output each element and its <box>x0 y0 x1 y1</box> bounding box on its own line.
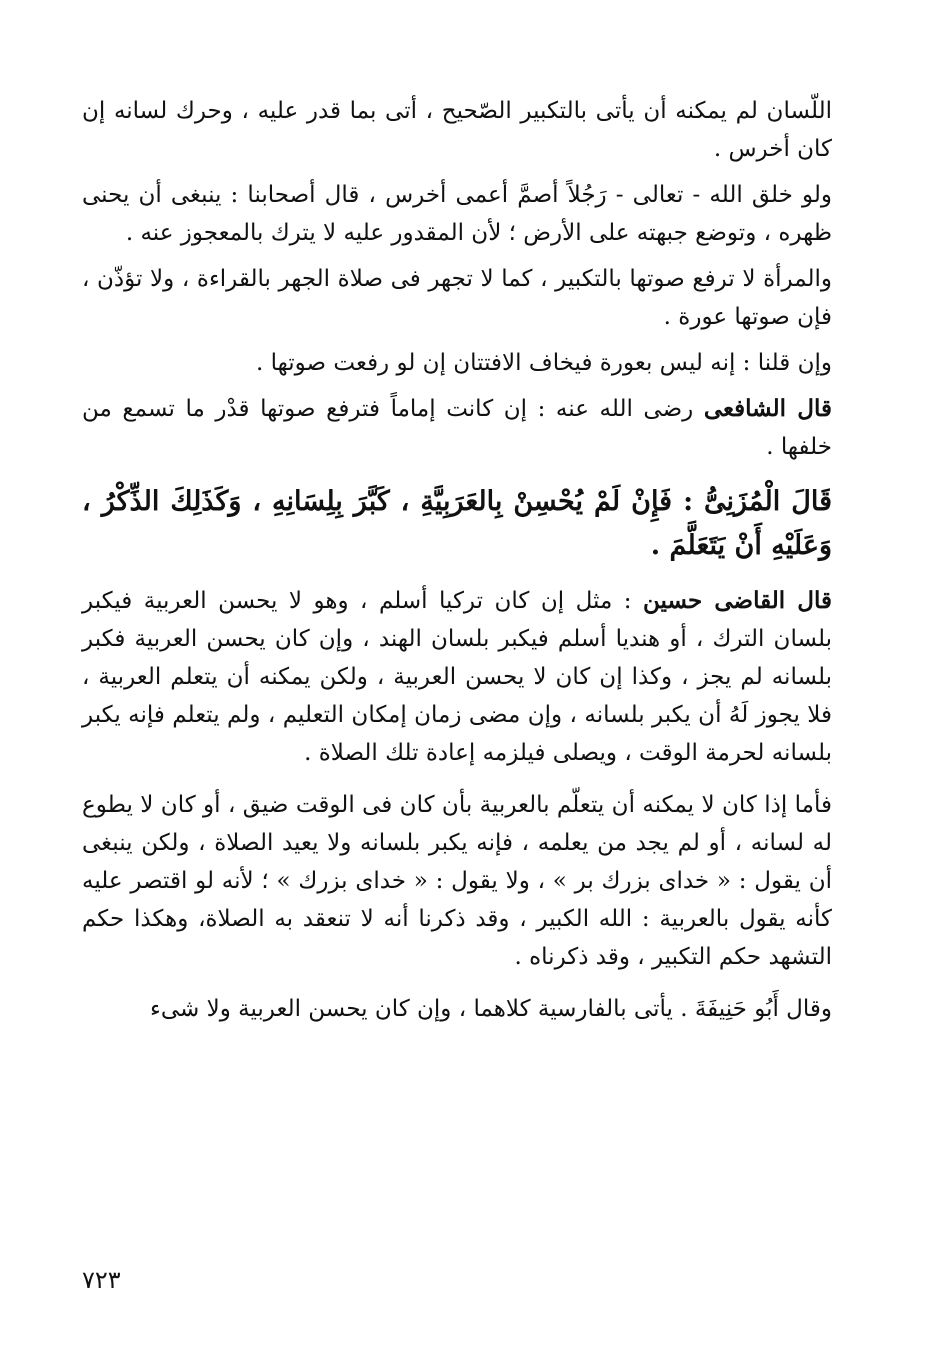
paragraph-7-text: : مثل إن كان تركيا أسلم ، وهو لا يحسن العربية فيكبر بلسان الترك ، أو هنديا أسلم فيكبر بلسان الهند ، وإن كان يحسن العربية فكبر بلسانه لم يجز ، وكذا إن كان لا يحسن العربية ، ولكن يمكنه أن يتعلم العربية ، فلا يجوز لَهُ أن يكبر بلسانه ، وإن مضى زمان إمكان التعليم ، ولم يتعلم فإنه يكبر بلسانه لحرمة الوقت ، ويصلى فيلزمه إعادة تلك الصلاة . <box>82 588 832 766</box>
paragraph-9 <box>82 990 832 1028</box>
paragraph-9-text: وقال أَبُو حَنِيفَةَ . يأتى بالفارسية كلاهما ، وإن كان يحسن العربية ولا شىء <box>150 996 832 1022</box>
paragraph-4 <box>82 344 832 382</box>
paragraph-5 <box>82 390 832 466</box>
paragraph-7-lead: قال القاضى حسين <box>643 587 832 614</box>
paragraph-2 <box>82 176 832 252</box>
paragraph-8-text: فأما إذا كان لا يمكنه أن يتعلّم بالعربية بأن كان فى الوقت ضيق ، أو كان لا يطوع له لسانه ، أو لم يجد من يعلمه ، فإنه يكبر بلسانه ولا يعيد الصلاة ، ولكن ينبغى أن يقول : « خداى بزرك بر » ، ولا يقول : « خداى بزرك » ؛ لأنه لو اقتصر عليه كأنه يقول بالعربية : الله الكبير ، وقد ذكرنا أنه لا تنعقد به الصلاة، وهكذا حكم التشهد حكم التكبير ، وقد ذكرناه . <box>82 792 832 970</box>
paragraph-5-text: رضى الله عنه : إن كانت إماماً فترفع صوتها قدْر ما تسمع من خلفها . <box>82 396 832 460</box>
paragraph-3-text: والمرأة لا ترفع صوتها بالتكبير ، كما لا تجهر فى صلاة الجهر بالقراءة ، ولا تؤذّن ، فإن صوتها عورة . <box>82 266 832 330</box>
body-text <box>82 92 832 1042</box>
quoted-text-muzani <box>82 480 832 568</box>
paragraph-2-text: ولو خلق الله - تعالى - رَجُلاً أصمَّ أعمى أخرس ، قال أصحابنا : ينبغى أن يحنى ظهره ، وتوضع جبهته على الأرض ؛ لأن المقدور عليه لا يترك بالمعجوز عنه . <box>82 182 832 246</box>
paragraph-1-text: اللّسان لم يمكنه أن يأتى بالتكبير الصّحيح ، أتى بما قدر عليه ، وحرك لسانه إن كان أخرس . <box>82 98 832 162</box>
page-number: ٧٢٣ <box>82 1266 121 1294</box>
paragraph-7 <box>82 582 832 772</box>
paragraph-8 <box>82 786 832 976</box>
paragraph-1 <box>82 92 832 168</box>
paragraph-3 <box>82 260 832 336</box>
paragraph-4-text: وإن قلنا : إنه ليس بعورة فيخاف الافتتان إن لو رفعت صوتها . <box>256 350 832 376</box>
quoted-text: قَالَ الْمُزَنِىُّ : فَإِنْ لَمْ يُحْسِنْ بِالعَرَبِيَّةِ ، كَبَّرَ بِلِسَانِهِ ، وَكَذَلِكَ الذِّكْرُ ، وَعَلَيْهِ أَنْ يَتَعَلَّمَ . <box>82 486 832 561</box>
paragraph-5-lead: قال الشافعى <box>703 395 833 422</box>
